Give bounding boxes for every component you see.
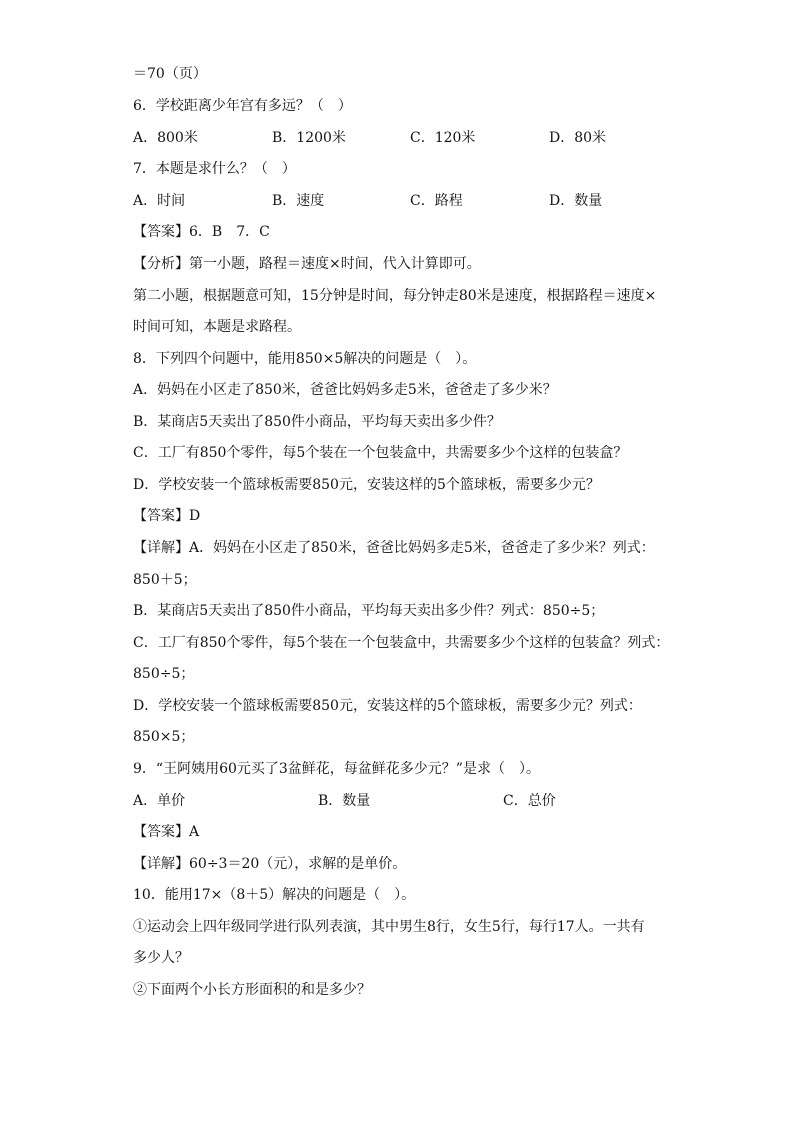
answer-9: 【答案】A <box>133 824 200 840</box>
detail-line: 850÷5； <box>133 666 195 682</box>
detail-line: 850＋5； <box>133 572 197 588</box>
analysis-line: 第二小题，根据题意可知，15分钟是时间，每分钟走80米是速度，根据路程＝速度× <box>133 288 657 304</box>
question-10-item-2: ②下面两个小长方形面积的和是多少？ <box>133 982 371 998</box>
option-q7-b: B．速度 <box>272 193 325 209</box>
option-q7-d: D．数量 <box>549 193 603 209</box>
analysis-line: 时间可知，本题是求路程。 <box>133 319 301 335</box>
option-q6-c: C．120米 <box>410 130 476 146</box>
question-7: 7．本题是求什么？（ ） <box>133 161 296 177</box>
detail-line: 850×5； <box>133 729 195 745</box>
detail-line: B．某商店5天卖出了850件小商品，平均每天卖出多少件？列式：850÷5； <box>133 603 605 619</box>
option-q8-d: D．学校安装一个篮球板需要850元，安装这样的5个篮球板，需要多少元？ <box>133 477 600 493</box>
question-10-item-1-cont: 多少人？ <box>133 950 189 966</box>
option-q6-a: A．800米 <box>133 130 198 146</box>
detail-line: 【详解】A．妈妈在小区走了850米，爸爸比妈妈多走5米，爸爸走了多少米？列式： <box>133 540 655 556</box>
answer-8: 【答案】D <box>133 508 201 524</box>
detail-line: C．工厂有850个零件，每5个装在一个包装盒中，共需要多少个这样的包装盒？列式： <box>133 635 670 651</box>
option-q8-a: A．妈妈在小区走了850米，爸爸比妈妈多走5米，爸爸走了多少米？ <box>133 382 557 398</box>
question-10-item-1: ①运动会上四年级同学进行队列表演，其中男生8行，女生5行，每行17人。一共有 <box>133 919 645 935</box>
question-6: 6．学校距离少年宫有多远？（ ） <box>133 98 352 114</box>
question-8: 8．下列四个问题中，能用850×5解决的问题是（ ）。 <box>133 351 477 367</box>
answer-6-7: 【答案】6．B 7．C <box>133 224 270 240</box>
text-line: ＝70（页） <box>133 66 207 82</box>
option-q7-a: A．时间 <box>133 193 186 209</box>
option-q6-d: D．80米 <box>549 130 607 146</box>
option-q6-b: B．1200米 <box>272 130 346 146</box>
analysis-line: 【分析】第一小题，路程＝速度×时间，代入计算即可。 <box>133 256 481 272</box>
question-9: 9．“王阿姨用60元买了3盆鲜花，每盆鲜花多少元？”是求（ ）。 <box>133 761 540 777</box>
option-q9-b: B．数量 <box>318 793 371 809</box>
question-10: 10．能用17×（8＋5）解决的问题是（ ）。 <box>133 887 416 903</box>
option-q9-c: C．总价 <box>503 793 556 809</box>
option-q7-c: C．路程 <box>410 193 463 209</box>
detail-line: 【详解】60÷3＝20（元），求解的是单价。 <box>133 856 407 872</box>
option-q8-c: C．工厂有850个零件，每5个装在一个包装盒中，共需要多少个这样的包装盒？ <box>133 445 628 461</box>
option-q9-a: A．单价 <box>133 793 186 809</box>
detail-line: D．学校安装一个篮球板需要850元，安装这样的5个篮球板，需要多少元？列式： <box>133 698 642 714</box>
option-q8-b: B．某商店5天卖出了850件小商品，平均每天卖出多少件？ <box>133 414 501 430</box>
